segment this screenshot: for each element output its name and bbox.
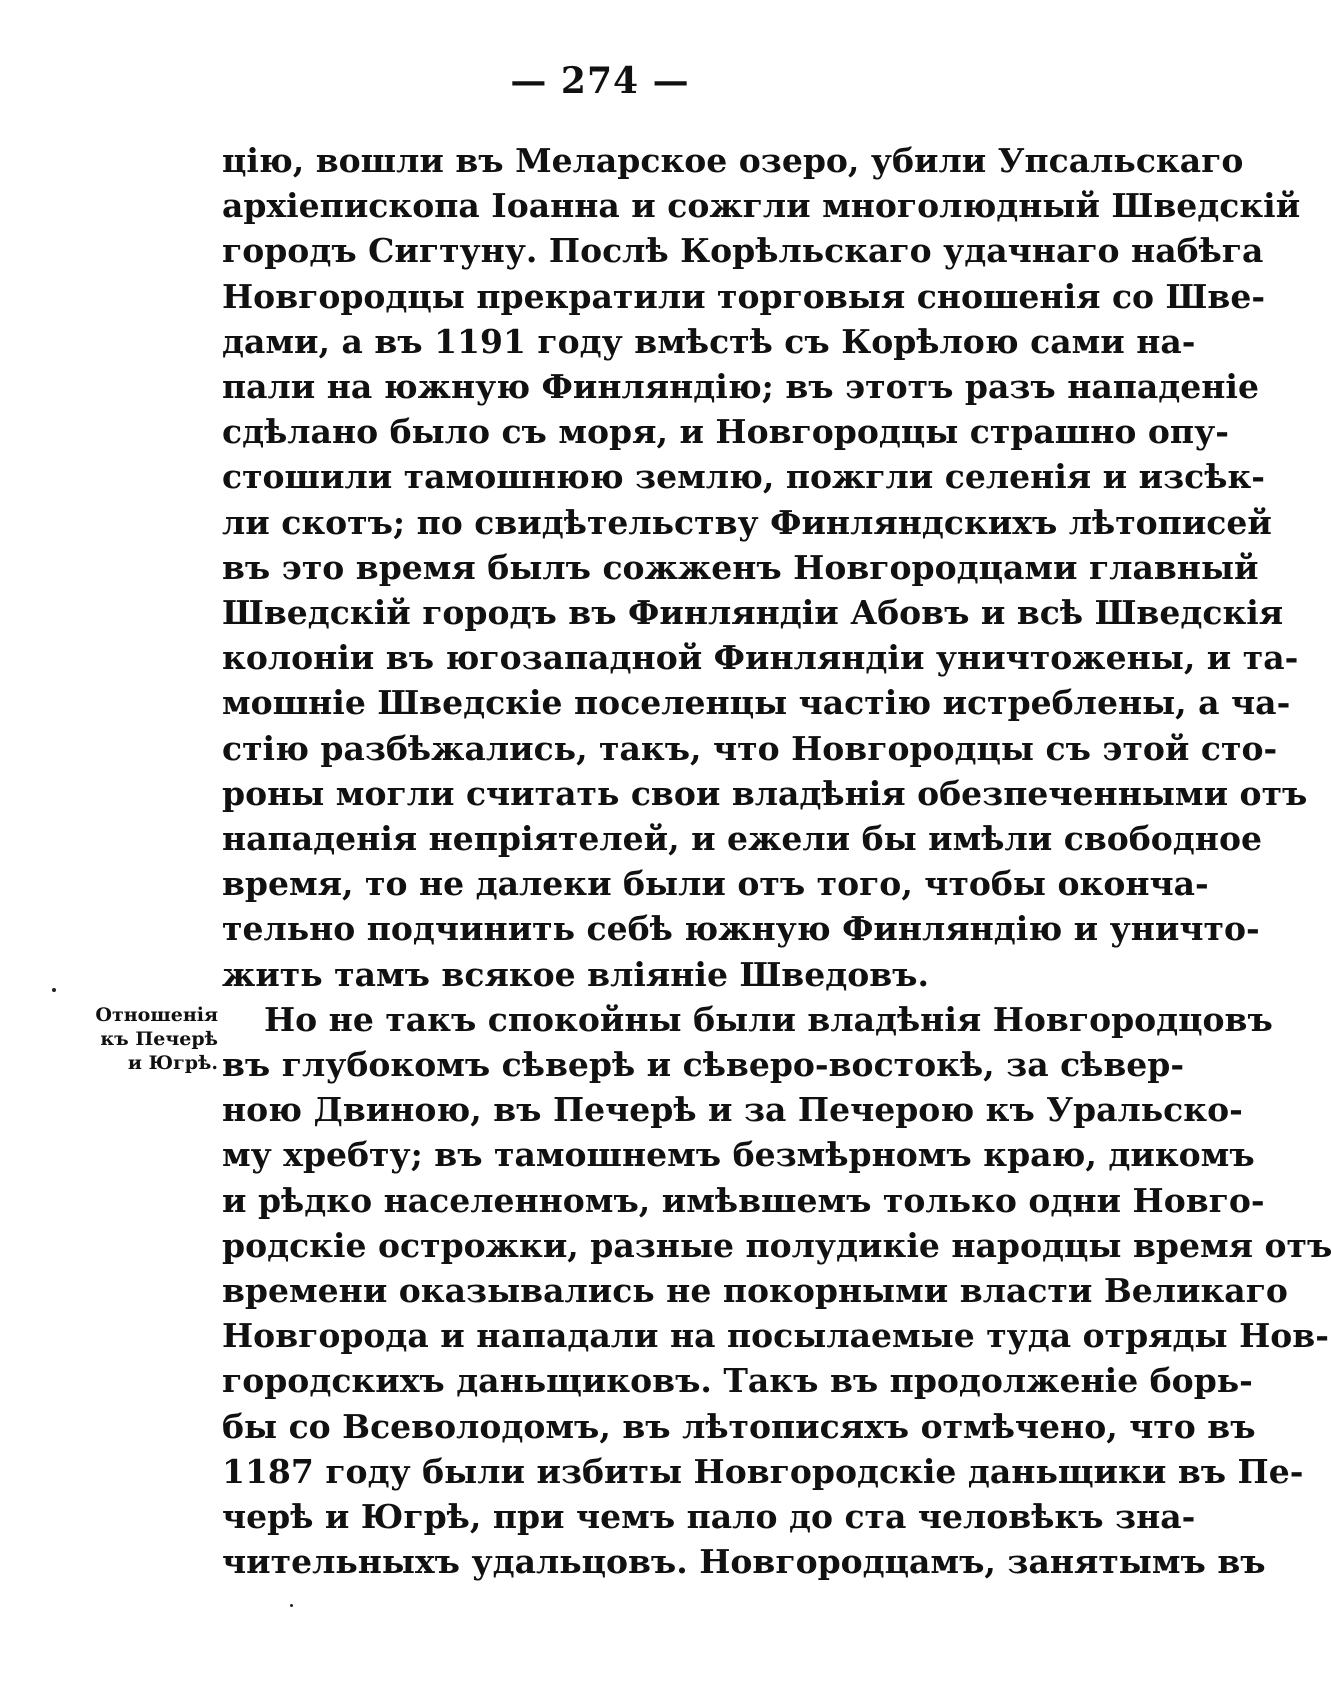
text-line: мошніе Шведскіе поселенцы частію истреблены, а ча-	[222, 683, 1291, 723]
text-line: родскіе острожки, разные полудикіе народцы время отъ	[222, 1225, 1332, 1265]
text-line: сдѣлано было съ моря, и Новгородцы страшно опу-	[222, 412, 1229, 452]
text-line: Новгорода и нападали на посылаемые туда отряды Нов-	[222, 1316, 1329, 1356]
text-line: пали на южную Финляндію; въ этотъ разъ нападеніе	[222, 367, 1259, 407]
text-line: Шведскій городъ въ Финляндіи Абовъ и всѣ Шведскія	[222, 593, 1284, 633]
text-line: время, то не далеки были отъ того, чтобы оконча-	[222, 864, 1209, 904]
text-line: дами, а въ 1191 году вмѣстѣ съ Корѣлою сами на-	[222, 321, 1196, 361]
text-line: времени оказывались не покорными власти Великаго	[222, 1271, 1288, 1311]
text-line: ною Двиною, въ Печерѣ и за Печерою къ Уральско-	[222, 1090, 1243, 1130]
margin-note-line: Отношенія	[95, 1004, 218, 1026]
scan-speck	[290, 1604, 293, 1607]
text-line: въ это время былъ сожженъ Новгородцами главный	[222, 547, 1259, 587]
text-line: Новгородцы прекратили торговыя сношенія со Шве-	[222, 276, 1266, 316]
text-line: колоніи въ югозападной Финляндіи уничтожены, и та-	[222, 638, 1299, 678]
text-line: му хребту; въ тамошнемъ безмѣрномъ краю, дикомъ	[222, 1135, 1255, 1175]
text-line: городъ Сигтуну. Послѣ Корѣльскаго удачнаго набѣга	[222, 231, 1264, 271]
text-line: чительныхъ удальцовъ. Новгородцамъ, занятымъ въ	[222, 1542, 1266, 1582]
scan-speck	[52, 988, 56, 992]
text-line: нападенія непріятелей, и ежели бы имѣли свободное	[222, 819, 1262, 859]
text-line: стію разбѣжались, такъ, что Новгородцы съ этой сто-	[222, 728, 1278, 768]
paragraph-start-line: Но не такъ спокойны были владѣнія Новгородцовъ	[264, 999, 1273, 1039]
margin-note-line: и Югрѣ.	[127, 1052, 218, 1074]
text-line: архіепископа Іоанна и сожгли многолюдный Шведскій	[222, 186, 1301, 226]
text-line: 1187 году были избиты Новгородскіе даньщики въ Пе-	[222, 1451, 1304, 1491]
text-line: стошили тамошнюю землю, пожгли селенія и изсѣк-	[222, 457, 1265, 497]
text-line: ли скотъ; по свидѣтельству Финляндскихъ лѣтописей	[222, 502, 1272, 542]
margin-note	[78, 1003, 218, 1075]
text-line: жить тамъ всякое вліяніе Шведовъ.	[222, 954, 929, 994]
text-line: цію, вошли въ Меларское озеро, убили Упсальскаго	[222, 141, 1244, 180]
text-line: тельно подчинить себѣ южную Финляндію и уничто-	[222, 909, 1260, 949]
body-text	[222, 138, 1332, 1585]
text-line: роны могли считать свои владѣнія обезпеченными отъ	[222, 773, 1308, 813]
margin-note-line: къ Печерѣ	[100, 1028, 218, 1050]
text-line: черѣ и Югрѣ, при чемъ пало до ста человѣкъ зна-	[222, 1497, 1196, 1537]
text-line: въ глубокомъ сѣверѣ и сѣверо-востокѣ, за сѣвер-	[222, 1045, 1185, 1085]
text-line: городскихъ даньщиковъ. Такъ въ продолженіе борь-	[222, 1361, 1253, 1401]
page-number: — 274 —	[510, 60, 690, 102]
text-line: бы со Всеволодомъ, въ лѣтописяхъ отмѣчено, что въ	[222, 1406, 1256, 1446]
text-line: и рѣдко населенномъ, имѣвшемъ только одни Новго-	[222, 1180, 1265, 1220]
